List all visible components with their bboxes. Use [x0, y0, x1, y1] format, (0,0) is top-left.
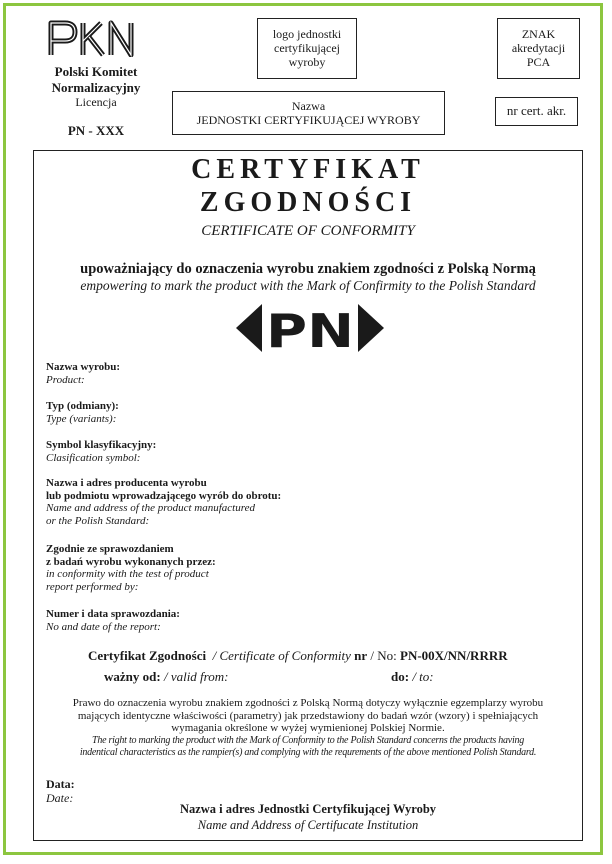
svg-text:PN: PN [266, 304, 354, 354]
organization-name: Polski Komitet Normalizacyjny [51, 64, 141, 95]
subtitle-polish: upoważniający do oznaczenia wyrobu znakiem zgodności z Polską Normą [80, 261, 536, 277]
field-product: Nazwa wyrobu: Product: [46, 361, 121, 386]
certifier-logo-box: logo jednostki certyfikującej wyroby [257, 18, 357, 79]
date-field: Data: Date: [46, 777, 75, 805]
certification-body-box: Nazwa JEDNOSTKI CERTYFIKUJĄCEJ WYROBY [172, 91, 445, 135]
title-english: CERTIFICATE OF CONFORMITY [201, 223, 415, 239]
field-report-number-date: Numer i data sprawozdania: No and date of the report: [46, 608, 180, 633]
field-manufacturer: Nazwa i adres producenta wyrobu lub podmiotu wprowadzającego wyrób do obrotu: Name and address of the product manufactured or the Polish Standard: [46, 477, 282, 527]
valid-to-line: do: / to: [391, 669, 434, 684]
field-test-report-by: Zgodnie ze sprawozdaniem z badań wyrobu wykonanych przez: in conformity with the test of product report performed by: [46, 543, 216, 593]
certificate-number-line: Certyfikat Zgodności / Certificate of Conformity nr / No: PN-00X/NN/RRRR [88, 648, 508, 663]
licence-label: Licencja [75, 95, 117, 109]
footer-institution-en: Name and Address of Certifucate Institution [197, 818, 419, 832]
valid-from-line: ważny od: / valid from: [104, 669, 229, 684]
rights-english: The right to marking the product with the Mark of Conformity to the Polish Standard concerns the products having indentical characteristics as the rampier(s) and complying with the requrements of the above mentioned Polish Standard. [79, 735, 537, 758]
accreditation-number-box: nr cert. akr. [495, 97, 578, 126]
certificate-body [33, 150, 583, 841]
pn-number: PN - XXX [67, 123, 125, 138]
accreditation-mark-box: ZNAK akredytacji PCA [497, 18, 580, 79]
pkn-logo-icon [47, 19, 145, 57]
field-type: Typ (odmiany): Type (variants): [46, 400, 119, 425]
title-line-2: ZGODNOŚCI [199, 187, 417, 218]
field-classification-symbol: Symbol klasyfikacyjny: Clasification symbol: [46, 439, 157, 464]
footer-institution-pl: Nazwa i adres Jednostki Certyfikującej Wyroby [179, 802, 437, 816]
subtitle-english: empowering to mark the product with the Mark of Confirmity to the Polish Standard [80, 278, 536, 293]
pn-mark-icon [234, 302, 386, 354]
title-line-1: CERTYFIKAT [191, 154, 425, 185]
rights-polish: Prawo do oznaczenia wyrobu znakiem zgodności z Polską Normą dotyczy wyłącznie egzemplarzy wyrobu mających identyczne właściwości (parametry) jak przedstawiony do badań wzór (wzory) i spełniających wymagania określone w wyżej wymienionej Polskiej Normie. [72, 697, 544, 734]
